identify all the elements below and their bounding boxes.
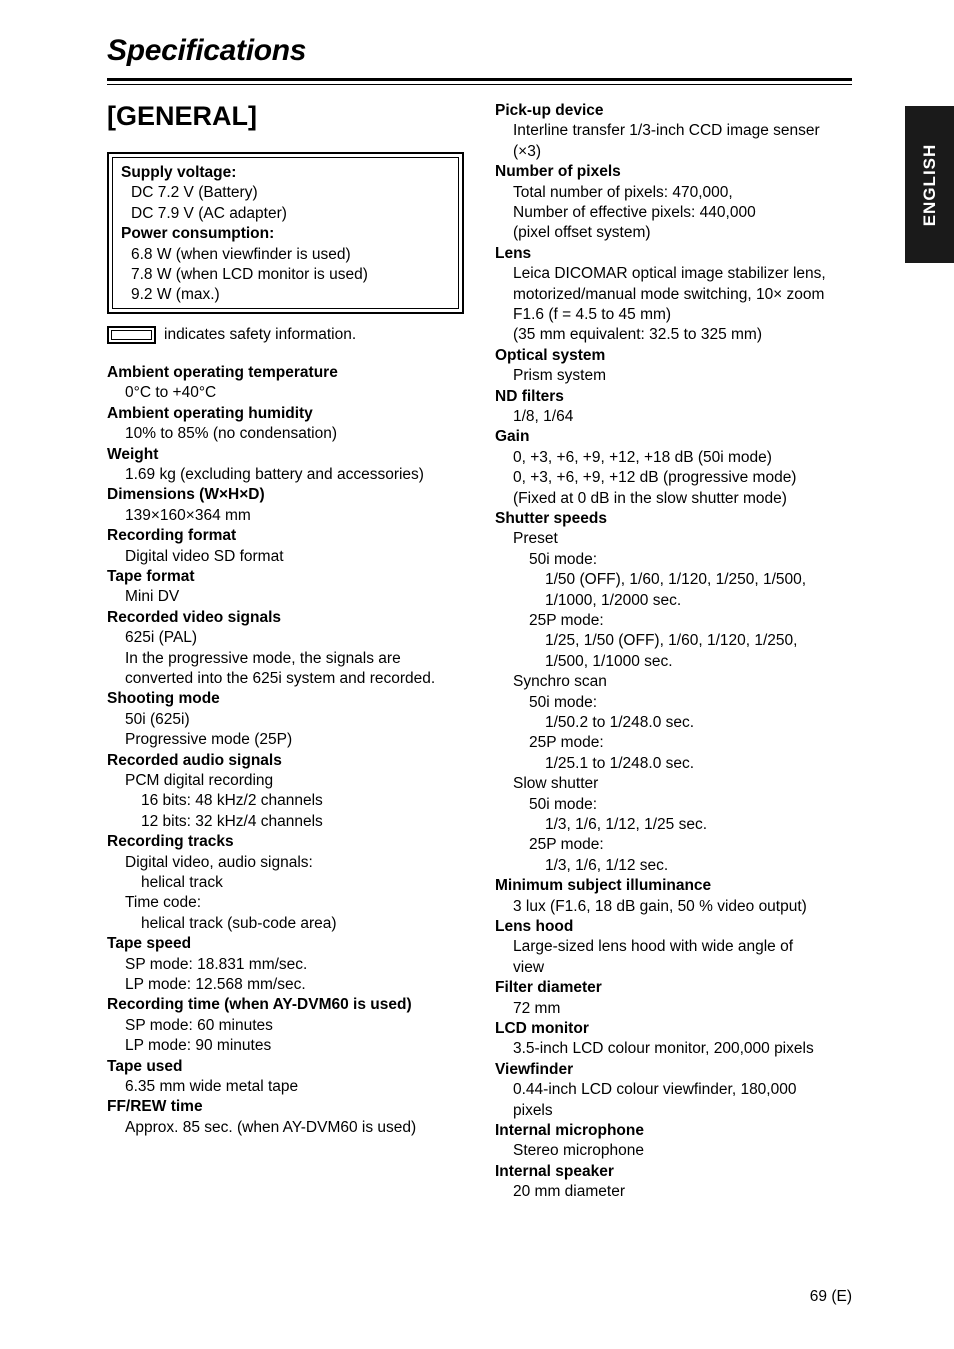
spec-value: Large-sized lens hood with wide angle of [513, 938, 794, 956]
spec-label: Internal speaker [495, 1162, 614, 1180]
spec-value: 3.5-inch LCD colour monitor, 200,000 pixels [513, 1040, 814, 1058]
spec-value: 50i mode: [529, 550, 598, 568]
spec-value: Preset [513, 530, 558, 548]
spec-value: 25P mode: [529, 612, 604, 629]
spec-value: Slow shutter [513, 775, 599, 793]
spec-value: 1.69 kg (excluding battery and accessories) [125, 466, 424, 483]
spec-value: (35 mm equivalent: 32.5 to 325 mm) [513, 326, 762, 344]
spec-label: Lens hood [495, 918, 574, 935]
title-rule-thick [107, 78, 852, 81]
spec-value: (×3) [513, 142, 541, 160]
spec-value: Number of effective pixels: 440,000 [513, 204, 756, 221]
spec-value: LP mode: 90 minutes [125, 1037, 272, 1055]
spec-value: 0°C to +40°C [125, 384, 217, 402]
spec-value: 25P mode: [529, 734, 604, 752]
spec-value: 50i (625i) [125, 710, 190, 728]
spec-value: 1/1000, 1/2000 sec. [545, 591, 682, 609]
language-tab [905, 106, 954, 263]
spec-value: 1/3, 1/6, 1/12 sec. [545, 856, 669, 874]
spec-label: Tape format [107, 568, 195, 585]
spec-value: (pixel offset system) [513, 224, 651, 242]
spec-value: Digital video, audio signals: [125, 853, 313, 871]
spec-label: Filter diameter [495, 979, 602, 997]
spec-label: Lens [495, 244, 532, 262]
spec-label: Recorded audio signals [107, 751, 282, 769]
spec-value: 1/8, 1/64 [513, 408, 574, 425]
spec-value: converted into the 625i system and recorded. [125, 670, 436, 687]
spec-value: 0, +3, +6, +9, +12, +18 dB (50i mode) [513, 448, 772, 466]
spec-value: view [513, 958, 545, 976]
spec-value: Time code: [125, 894, 202, 912]
spec-value: 16 bits: 48 kHz/2 channels [141, 792, 323, 810]
spec-label: Power consumption: [121, 225, 275, 243]
spec-label: Recording format [107, 527, 237, 545]
spec-value: 1/25, 1/50 (OFF), 1/60, 1/120, 1/250, [545, 632, 798, 650]
spec-value: 1/25.1 to 1/248.0 sec. [545, 754, 695, 772]
spec-label: Tape speed [107, 935, 192, 953]
spec-value: 1/50 (OFF), 1/60, 1/120, 1/250, 1/500, [545, 571, 807, 589]
title-rule-thin [107, 84, 852, 85]
spec-value: 0.44-inch LCD colour viewfinder, 180,000 [513, 1081, 797, 1099]
spec-value: SP mode: 60 minutes [125, 1016, 273, 1034]
spec-value: 20 mm diameter [513, 1183, 625, 1201]
spec-value: Progressive mode (25P) [125, 731, 293, 749]
spec-value: 72 mm [513, 999, 561, 1017]
spec-label: Tape used [107, 1057, 183, 1075]
spec-value: Interline transfer 1/3-inch CCD image senser [513, 122, 820, 140]
spec-value: 625i (PAL) [125, 629, 198, 647]
spec-value: 139×160×364 mm [125, 506, 251, 524]
spec-value: motorized/manual mode switching, 10× zoom [513, 285, 825, 303]
spec-label: Optical system [495, 346, 606, 364]
spec-label: Weight [107, 445, 159, 463]
spec-value: 3 lux (F1.6, 18 dB gain, 50 % video output) [513, 897, 807, 915]
safety-info-box [107, 152, 464, 314]
safety-legend-text: indicates safety information. [164, 326, 357, 343]
spec-label: Shutter speeds [495, 510, 607, 527]
spec-value: Stereo microphone [513, 1142, 644, 1160]
spec-value: DC 7.2 V (Battery) [131, 184, 258, 202]
spec-value: 7.8 W (when LCD monitor is used) [131, 266, 368, 283]
spec-label: Minimum subject illuminance [495, 877, 712, 895]
spec-label: Internal microphone [495, 1122, 644, 1139]
spec-value: In the progressive mode, the signals are [125, 649, 401, 667]
spec-label: Pick-up device [495, 102, 604, 119]
spec-label: Supply voltage: [121, 164, 237, 181]
safety-legend-box [107, 326, 156, 344]
spec-value: Digital video SD format [125, 547, 284, 565]
spec-value: (Fixed at 0 dB in the slow shutter mode) [513, 489, 787, 507]
spec-value: pixels [513, 1101, 553, 1119]
spec-value: Synchro scan [513, 673, 607, 691]
spec-value: 1/500, 1/1000 sec. [545, 652, 673, 670]
spec-label: Gain [495, 428, 530, 446]
page-title: Specifications [107, 34, 307, 67]
spec-label: Ambient operating humidity [107, 404, 313, 422]
spec-value: Prism system [513, 367, 606, 385]
spec-value: 1/3, 1/6, 1/12, 1/25 sec. [545, 816, 708, 833]
spec-label: LCD monitor [495, 1020, 589, 1037]
spec-value: SP mode: 18.831 mm/sec. [125, 955, 308, 973]
spec-value: 6.8 W (when viewfinder is used) [131, 245, 351, 263]
spec-value: 9.2 W (max.) [131, 286, 220, 304]
spec-label: Shooting mode [107, 690, 220, 708]
spec-value: 1/50.2 to 1/248.0 sec. [545, 714, 695, 731]
spec-value: Approx. 85 sec. (when AY-DVM60 is used) [125, 1118, 417, 1136]
spec-value: 12 bits: 32 kHz/4 channels [141, 812, 323, 830]
spec-label: FF/REW time [107, 1098, 203, 1116]
spec-value: Leica DICOMAR optical image stabilizer lens, [513, 265, 826, 283]
spec-value: 50i mode: [529, 693, 598, 711]
spec-label: Ambient operating temperature [107, 364, 338, 381]
spec-label: Dimensions (W×H×D) [107, 486, 265, 504]
spec-label: Recorded video signals [107, 608, 281, 626]
spec-value: helical track [141, 874, 223, 891]
spec-label: Recording time (when AY-DVM60 is used) [107, 996, 412, 1014]
spec-value: F1.6 (f = 4.5 to 45 mm) [513, 306, 672, 323]
spec-value: 6.35 mm wide metal tape [125, 1078, 299, 1095]
section-heading: [GENERAL] [107, 101, 257, 131]
spec-value: 10% to 85% (no condensation) [125, 425, 337, 443]
spec-value: DC 7.9 V (AC adapter) [131, 204, 287, 222]
spec-value: PCM digital recording [125, 772, 274, 789]
spec-label: Recording tracks [107, 833, 234, 851]
page-number: 69 (E) [809, 1288, 852, 1305]
spec-value: 25P mode: [529, 836, 604, 854]
spec-label: Viewfinder [495, 1060, 574, 1078]
spec-value: 50i mode: [529, 795, 598, 813]
spec-value: LP mode: 12.568 mm/sec. [125, 976, 306, 993]
spec-value: Total number of pixels: 470,000, [513, 183, 733, 201]
spec-value: 0, +3, +6, +9, +12 dB (progressive mode) [513, 469, 797, 487]
spec-label: ND filters [495, 387, 564, 405]
spec-value: helical track (sub-code area) [141, 914, 337, 932]
spec-value: Mini DV [125, 588, 180, 606]
spec-label: Number of pixels [495, 163, 621, 181]
language-tab-label: ENGLISH [919, 143, 939, 226]
